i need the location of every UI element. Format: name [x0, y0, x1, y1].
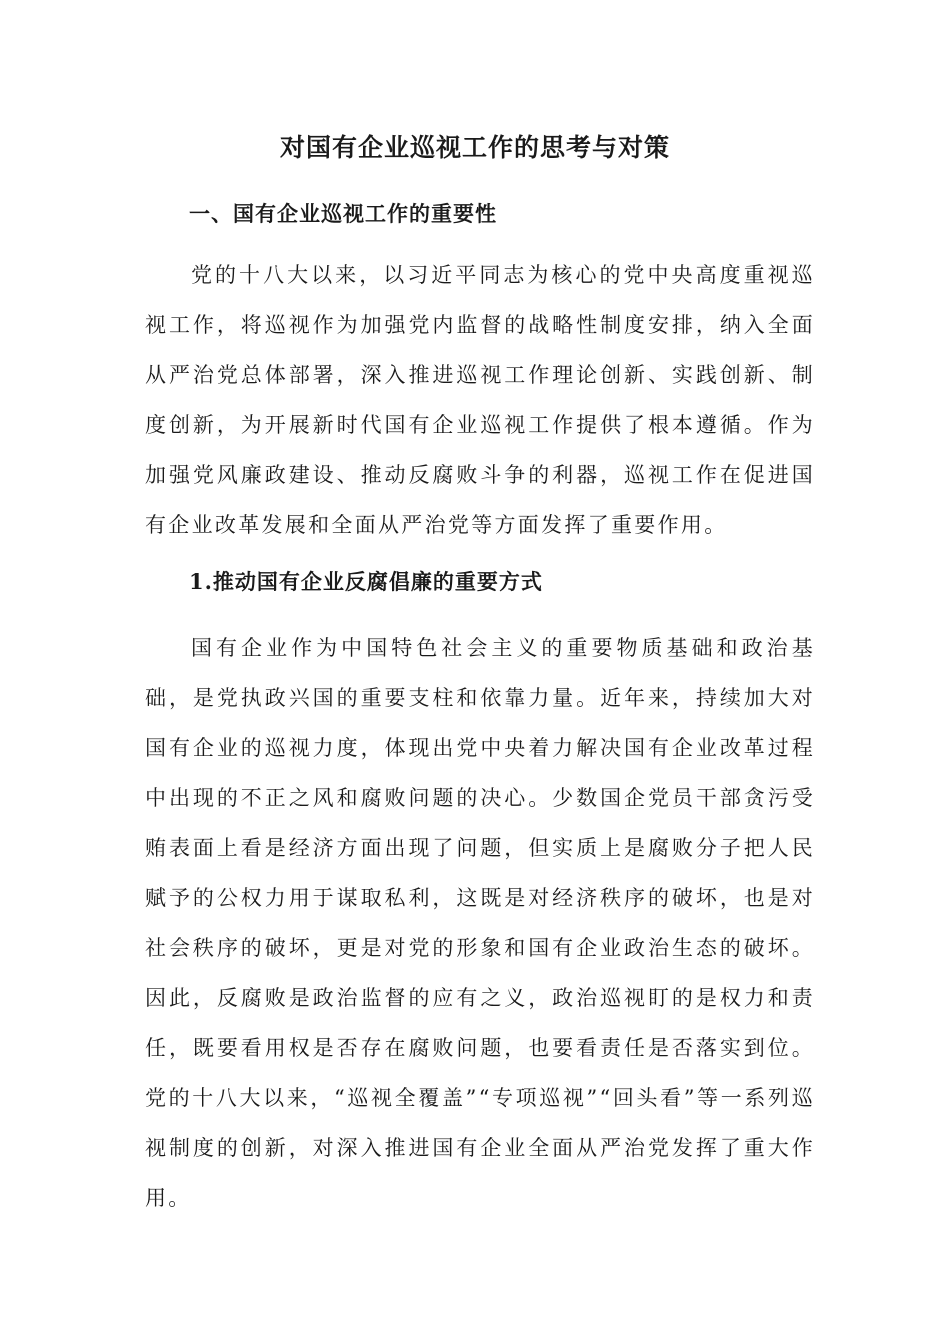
section-heading: 一、国有企业巡视工作的重要性: [189, 202, 497, 226]
document-title: 对国有企业巡视工作的思考与对策: [279, 133, 670, 162]
paragraph-2: 国有企业作为中国特色社会主义的重要物质基础和政治基础，是党执政兴国的重要支柱和依靠力量。近年来，持续加大对国有企业的巡视力度，体现出党中央着力解决国有企业改革过程中出现的不正之风和腐败问题的决心。少数国企党员干部贪污受贿表面上看是经济方面出现了问题，但实质上是腐败分子把人民赋予的公权力用于谋取私利，这既是对经济秩序的破坏，也是对社会秩序的破坏，更是对党的形象和国有企业政治生态的破坏。因此，反腐败是政治监督的应有之义，政治巡视盯的是权力和责任，既要看用权是否存在腐败问题，也要看责任是否落实到位。党的十八大以来，“巡视全覆盖”“专项巡视”“回头看”等一系列巡视制度的创新，对深入推进国有企业全面从严治党发挥了重大作用。: [145, 636, 815, 1210]
paragraph-1: 党的十八大以来，以习近平同志为核心的党中央高度重视巡视工作，将巡视作为加强党内监督的战略性制度安排，纳入全面从严治党总体部署，深入推进巡视工作理论创新、实践创新、制度创新，为开展新时代国有企业巡视工作提供了根本遵循。作为加强党风廉政建设、推动反腐败斗争的利器，巡视工作在促进国有企业改革发展和全面从严治党等方面发挥了重要作用。: [145, 263, 815, 537]
sub-heading: 1.推动国有企业反腐倡廉的重要方式: [189, 569, 543, 594]
